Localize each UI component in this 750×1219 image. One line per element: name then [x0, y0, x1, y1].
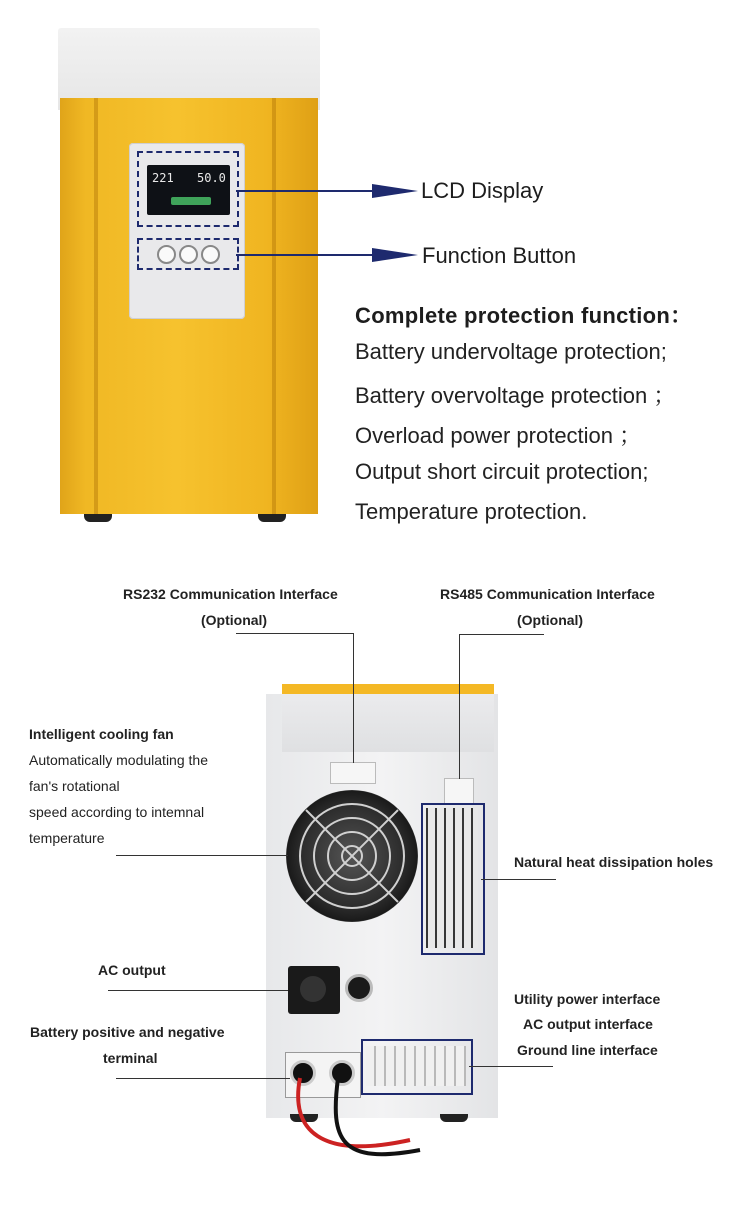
- unit-foot: [84, 514, 112, 522]
- rs232-label: RS232 Communication Interface: [123, 586, 338, 602]
- protection-item: Overload power protection ；: [355, 423, 642, 448]
- fan-title-label: Intelligent cooling fan: [29, 726, 174, 742]
- back-unit-lid: [282, 688, 494, 752]
- ac-output-interface-label: AC output interface: [523, 1016, 653, 1032]
- ground-line-interface-label: Ground line interface: [517, 1042, 658, 1058]
- lcd-arrow-line: [236, 190, 376, 192]
- protection-item: Output short circuit protection;: [355, 459, 649, 484]
- back-unit-top-trim: [282, 684, 494, 694]
- fan-description-line: speed according to intemnal: [29, 804, 205, 820]
- utility-leader-line: [469, 1066, 553, 1067]
- battery-terminal-label: Battery positive and negative: [30, 1024, 225, 1040]
- fan-leader-line: [116, 855, 288, 856]
- rs232-leader-line: [236, 633, 354, 634]
- battery-cables-icon: [280, 1070, 440, 1170]
- fan-description-line: Automatically modulating the: [29, 752, 208, 768]
- lcd-value-right: 50.0: [197, 171, 226, 185]
- rs232-port[interactable]: [330, 762, 376, 784]
- protection-item: Temperature protection.: [355, 499, 588, 524]
- lcd-display-label: LCD Display: [421, 178, 544, 203]
- rs232-leader-line: [353, 633, 354, 763]
- casing-ridge: [272, 98, 276, 514]
- protection-item: Battery overvoltage protection ；: [355, 383, 676, 408]
- fan-description-line: fan's rotational: [29, 778, 120, 794]
- lcd-arrow-head-icon: [372, 184, 418, 198]
- unit-foot: [440, 1114, 468, 1122]
- fan-description-line: temperature: [29, 830, 105, 846]
- protection-item: Battery undervoltage protection;: [355, 339, 667, 364]
- ac-output-label: AC output: [98, 962, 166, 978]
- utility-interface-label: Utility power interface: [514, 991, 661, 1007]
- function-arrow-line: [236, 254, 376, 256]
- fuse-holder[interactable]: [345, 974, 373, 1002]
- socket-face: [300, 976, 326, 1002]
- rs485-port[interactable]: [444, 778, 474, 804]
- function-arrow-head-icon: [372, 248, 418, 262]
- rs485-leader-line: [459, 634, 544, 635]
- rs232-optional-label: (Optional): [201, 612, 268, 628]
- rs485-label: RS485 Communication Interface: [440, 586, 655, 602]
- casing-ridge: [94, 98, 98, 514]
- lcd-highlight-box: [137, 151, 239, 227]
- rs485-optional-label: (Optional): [517, 612, 584, 628]
- battery-leader-line: [116, 1078, 290, 1079]
- battery-terminal-label-2: terminal: [103, 1050, 158, 1066]
- unit-foot: [258, 514, 286, 522]
- ac-output-socket[interactable]: [288, 966, 340, 1014]
- heat-holes-label: Natural heat dissipation holes: [514, 854, 714, 870]
- heat-holes-highlight-box: [421, 803, 485, 955]
- cooling-fan-icon: [286, 790, 418, 922]
- function-button-label: Function Button: [422, 243, 577, 268]
- protection-title: Complete protection function：: [355, 303, 693, 328]
- lcd-value-left: 221: [152, 171, 174, 185]
- function-button-highlight-box: [137, 238, 239, 270]
- ac-output-leader-line: [108, 990, 288, 991]
- heat-holes-leader-line: [481, 879, 556, 880]
- rs485-leader-line: [459, 634, 460, 779]
